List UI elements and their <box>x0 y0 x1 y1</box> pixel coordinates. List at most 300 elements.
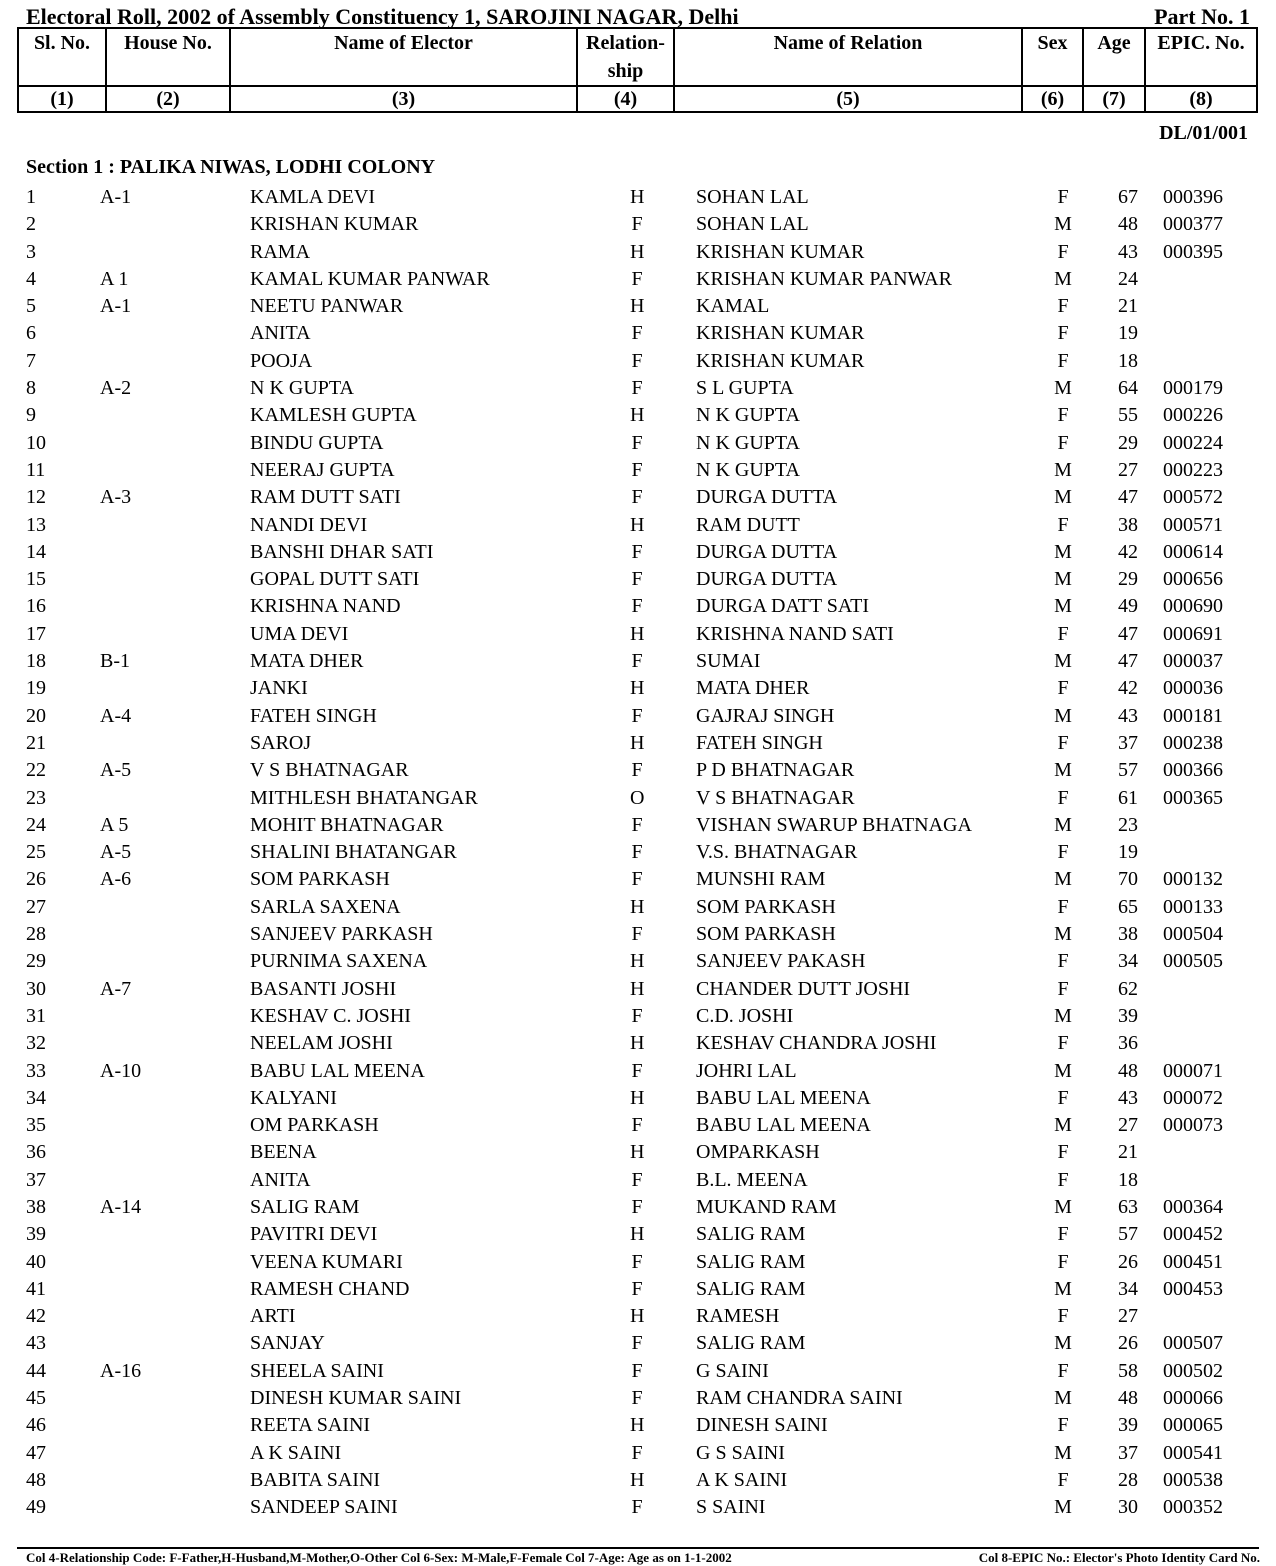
epic-number: 000072 <box>1163 1086 1223 1109</box>
table-row <box>0 1249 1276 1276</box>
epic-number: 000366 <box>1163 759 1223 782</box>
epic-number: 000073 <box>1163 1114 1223 1137</box>
serial-number: 5 <box>26 295 36 318</box>
elector-name: KRISHNA NAND <box>250 595 401 618</box>
relationship-code: H <box>630 622 645 645</box>
sex-code: M <box>1054 923 1072 946</box>
epic-number: 000226 <box>1163 404 1223 427</box>
epic-number: 000224 <box>1163 431 1223 454</box>
sex-code: F <box>1057 1305 1069 1328</box>
serial-number: 44 <box>26 1359 46 1382</box>
relationship-code: F <box>631 759 643 782</box>
serial-number: 37 <box>26 1168 46 1191</box>
sex-code: M <box>1054 1195 1072 1218</box>
serial-number: 49 <box>26 1496 46 1519</box>
sex-code: M <box>1054 1387 1072 1410</box>
relation-name: C.D. JOSHI <box>696 1004 794 1027</box>
age: 19 <box>1118 841 1138 864</box>
serial-number: 45 <box>26 1387 46 1410</box>
serial-number: 2 <box>26 213 36 236</box>
table-row <box>0 675 1276 702</box>
serial-number: 46 <box>26 1414 46 1437</box>
serial-number: 8 <box>26 377 36 400</box>
table-row <box>0 1330 1276 1357</box>
part-number: Part No. 1 <box>1154 4 1250 29</box>
table-row <box>0 976 1276 1003</box>
relationship-code: F <box>631 1004 643 1027</box>
elector-name: NEERAJ GUPTA <box>250 458 395 481</box>
serial-number: 33 <box>26 1059 46 1082</box>
elector-name: UMA DEVI <box>250 622 349 645</box>
sex-code: M <box>1054 1114 1072 1137</box>
col-header-house: House No. <box>106 28 230 86</box>
relationship-code: F <box>631 704 643 727</box>
document-title: Electoral Roll, 2002 of Assembly Constituency 1, SAROJINI NAGAR, Delhi <box>26 4 739 29</box>
serial-number: 12 <box>26 486 46 509</box>
house-number: A-6 <box>100 868 132 891</box>
sex-code: F <box>1057 841 1069 864</box>
relation-name: V S BHATNAGAR <box>696 786 855 809</box>
table-row <box>0 1303 1276 1330</box>
elector-name: JANKI <box>250 677 308 700</box>
table-row <box>0 757 1276 784</box>
relation-name: SALIG RAM <box>696 1223 806 1246</box>
epic-number: 000453 <box>1163 1277 1223 1300</box>
footer-divider <box>17 1547 1259 1549</box>
relation-name: MUKAND RAM <box>696 1195 837 1218</box>
sex-code: M <box>1054 813 1072 836</box>
age: 70 <box>1118 868 1138 891</box>
sex-code: M <box>1054 267 1072 290</box>
age: 34 <box>1118 1277 1138 1300</box>
table-row <box>0 430 1276 457</box>
relationship-code: F <box>631 1441 643 1464</box>
table-row <box>0 1385 1276 1412</box>
relation-name: KRISHAN KUMAR <box>696 240 865 263</box>
age: 43 <box>1118 704 1138 727</box>
serial-number: 23 <box>26 786 46 809</box>
elector-name: N K GUPTA <box>250 377 354 400</box>
sex-code: M <box>1054 458 1072 481</box>
serial-number: 39 <box>26 1223 46 1246</box>
age: 57 <box>1118 759 1138 782</box>
age: 43 <box>1118 240 1138 263</box>
serial-number: 24 <box>26 813 46 836</box>
col-num-1: (1) <box>18 86 106 112</box>
relationship-code: F <box>631 813 643 836</box>
table-row <box>0 1194 1276 1221</box>
serial-number: 1 <box>26 186 36 208</box>
age: 58 <box>1118 1359 1138 1382</box>
house-number: A-16 <box>100 1359 142 1382</box>
epic-number: 000364 <box>1163 1195 1223 1218</box>
elector-name: KALYANI <box>250 1086 337 1109</box>
relation-name: SOHAN LAL <box>696 213 809 236</box>
house-number: A-14 <box>100 1195 142 1218</box>
relation-name: FATEH SINGH <box>696 731 823 754</box>
epic-number: 000505 <box>1163 950 1223 973</box>
elector-name: BANSHI DHAR SATI <box>250 540 434 563</box>
col-header-relationship: Relation-ship <box>577 28 674 86</box>
serial-number: 25 <box>26 841 46 864</box>
serial-number: 14 <box>26 540 46 563</box>
relation-name: MATA DHER <box>696 677 810 700</box>
sex-code: F <box>1057 895 1069 918</box>
sex-code: M <box>1054 486 1072 509</box>
relation-name: N K GUPTA <box>696 458 800 481</box>
relation-name: GAJRAJ SINGH <box>696 704 835 727</box>
col-num-3: (3) <box>230 86 577 112</box>
relationship-code: F <box>631 267 643 290</box>
relation-name: S SAINI <box>696 1496 766 1519</box>
epic-number: 000452 <box>1163 1223 1223 1246</box>
relationship-code: H <box>630 1141 645 1164</box>
elector-name: V S BHATNAGAR <box>250 759 409 782</box>
sex-code: M <box>1054 1059 1072 1082</box>
elector-name: SANJEEV PARKASH <box>250 923 433 946</box>
table-row <box>0 375 1276 402</box>
epic-number: 000223 <box>1163 458 1223 481</box>
relationship-code: F <box>631 1059 643 1082</box>
sex-code: M <box>1054 595 1072 618</box>
table-row <box>0 320 1276 347</box>
relation-name: N K GUPTA <box>696 404 800 427</box>
epic-number: 000451 <box>1163 1250 1223 1273</box>
epic-number: 000365 <box>1163 786 1223 809</box>
sex-code: M <box>1054 568 1072 591</box>
elector-name: SARLA SAXENA <box>250 895 401 918</box>
relationship-code: F <box>631 1332 643 1355</box>
sex-code: F <box>1057 240 1069 263</box>
serial-number: 47 <box>26 1441 46 1464</box>
table-row <box>0 621 1276 648</box>
col-num-7: (7) <box>1083 86 1145 112</box>
elector-name: KRISHAN KUMAR <box>250 213 419 236</box>
relation-name: CHANDER DUTT JOSHI <box>696 977 911 1000</box>
sex-code: F <box>1057 677 1069 700</box>
elector-name: BABU LAL MEENA <box>250 1059 425 1082</box>
relation-name: SUMAI <box>696 650 761 673</box>
relationship-code: H <box>630 1032 645 1055</box>
serial-number: 32 <box>26 1032 46 1055</box>
relation-name: DURGA DUTTA <box>696 568 838 591</box>
epic-number: 000181 <box>1163 704 1223 727</box>
elector-name: MOHIT BHATNAGAR <box>250 813 444 836</box>
sex-code: F <box>1057 513 1069 536</box>
table-row <box>0 211 1276 238</box>
relation-name: RAM DUTT <box>696 513 800 536</box>
serial-number: 22 <box>26 759 46 782</box>
sex-code: F <box>1057 295 1069 318</box>
elector-name: KAMLA DEVI <box>250 186 375 208</box>
age: 18 <box>1118 1168 1138 1191</box>
relation-name: A K SAINI <box>696 1468 788 1491</box>
age: 47 <box>1118 486 1138 509</box>
relation-name: G SAINI <box>696 1359 769 1382</box>
sex-code: F <box>1057 1086 1069 1109</box>
age: 26 <box>1118 1332 1138 1355</box>
relationship-code: F <box>631 1195 643 1218</box>
sex-code: M <box>1054 650 1072 673</box>
epic-number: 000538 <box>1163 1468 1223 1491</box>
sex-code: F <box>1057 431 1069 454</box>
relation-name: N K GUPTA <box>696 431 800 454</box>
age: 61 <box>1118 786 1138 809</box>
relation-name: SOM PARKASH <box>696 895 836 918</box>
age: 21 <box>1118 1141 1138 1164</box>
relationship-code: H <box>630 895 645 918</box>
serial-number: 40 <box>26 1250 46 1273</box>
sex-code: M <box>1054 868 1072 891</box>
relationship-code: F <box>631 377 643 400</box>
sex-code: F <box>1057 1141 1069 1164</box>
col-header-sex: Sex <box>1022 28 1083 86</box>
footer-legend: Col 4-Relationship Code: F-Father,H-Husband,M-Mother,O-Other Col 6-Sex: M-Male,F-Female Col 7-Age: Age as on 1-1-2002 <box>26 1550 732 1565</box>
elector-name: KESHAV C. JOSHI <box>250 1004 411 1027</box>
relationship-code: F <box>631 1168 643 1191</box>
epic-number: 000065 <box>1163 1414 1223 1437</box>
epic-number: 000132 <box>1163 868 1223 891</box>
elector-name: ANITA <box>250 322 311 345</box>
age: 18 <box>1118 349 1138 372</box>
relationship-code: F <box>631 1114 643 1137</box>
relationship-code: O <box>630 786 645 809</box>
age: 27 <box>1118 1114 1138 1137</box>
age: 67 <box>1118 186 1138 208</box>
elector-name: NANDI DEVI <box>250 513 368 536</box>
sex-code: F <box>1057 977 1069 1000</box>
relationship-code: F <box>631 868 643 891</box>
age: 47 <box>1118 650 1138 673</box>
relation-name: SALIG RAM <box>696 1250 806 1273</box>
relationship-code: F <box>631 213 643 236</box>
age: 29 <box>1118 431 1138 454</box>
age: 38 <box>1118 513 1138 536</box>
serial-number: 18 <box>26 650 46 673</box>
relation-name: SALIG RAM <box>696 1332 806 1355</box>
serial-number: 20 <box>26 704 46 727</box>
epic-number: 000066 <box>1163 1387 1223 1410</box>
table-row <box>0 839 1276 866</box>
epic-number: 000352 <box>1163 1496 1223 1519</box>
sex-code: F <box>1057 1359 1069 1382</box>
footer-epic-note: Col 8-EPIC No.: Elector's Photo Identity Card No. <box>978 1550 1260 1565</box>
elector-name: A K SAINI <box>250 1441 342 1464</box>
age: 64 <box>1118 377 1138 400</box>
serial-number: 35 <box>26 1114 46 1137</box>
relation-name: KESHAV CHANDRA JOSHI <box>696 1032 937 1055</box>
epic-number: 000571 <box>1163 513 1223 536</box>
relation-name: RAMESH <box>696 1305 780 1328</box>
sex-code: M <box>1054 213 1072 236</box>
age: 62 <box>1118 977 1138 1000</box>
relationship-code: F <box>631 1359 643 1382</box>
elector-name: POOJA <box>250 349 313 372</box>
sex-code: M <box>1054 1441 1072 1464</box>
elector-name: REETA SAINI <box>250 1414 371 1437</box>
age: 63 <box>1118 1195 1138 1218</box>
age: 39 <box>1118 1004 1138 1027</box>
sex-code: F <box>1057 731 1069 754</box>
house-number: A-1 <box>100 295 132 318</box>
elector-list <box>0 184 1276 1522</box>
relation-name: G S SAINI <box>696 1441 785 1464</box>
relationship-code: F <box>631 923 643 946</box>
sex-code: F <box>1057 186 1069 208</box>
serial-number: 26 <box>26 868 46 891</box>
house-number: A-7 <box>100 977 132 1000</box>
age: 19 <box>1118 322 1138 345</box>
elector-name: ARTI <box>250 1305 296 1328</box>
age: 43 <box>1118 1086 1138 1109</box>
relation-name: KRISHAN KUMAR <box>696 349 865 372</box>
table-row <box>0 1276 1276 1303</box>
age: 47 <box>1118 622 1138 645</box>
relationship-code: F <box>631 650 643 673</box>
serial-number: 36 <box>26 1141 46 1164</box>
relationship-code: F <box>631 1496 643 1519</box>
elector-name: OM PARKASH <box>250 1114 379 1137</box>
relation-name: B.L. MEENA <box>696 1168 808 1191</box>
table-row <box>0 948 1276 975</box>
sex-code: F <box>1057 1168 1069 1191</box>
elector-name: MITHLESH BHATANGAR <box>250 786 478 809</box>
age: 23 <box>1118 813 1138 836</box>
table-row <box>0 866 1276 893</box>
sex-code: M <box>1054 704 1072 727</box>
relationship-code: H <box>630 1468 645 1491</box>
sex-code: F <box>1057 1250 1069 1273</box>
elector-name: DINESH KUMAR SAINI <box>250 1387 462 1410</box>
epic-number: 000071 <box>1163 1059 1223 1082</box>
age: 49 <box>1118 595 1138 618</box>
elector-name: SALIG RAM <box>250 1195 360 1218</box>
table-row <box>0 1112 1276 1139</box>
sex-code: F <box>1057 622 1069 645</box>
elector-name: VEENA KUMARI <box>250 1250 403 1273</box>
age: 38 <box>1118 923 1138 946</box>
relationship-code: F <box>631 568 643 591</box>
elector-name: MATA DHER <box>250 650 364 673</box>
table-row <box>0 266 1276 293</box>
relation-name: V.S. BHATNAGAR <box>696 841 858 864</box>
relationship-code: F <box>631 540 643 563</box>
col-header-name: Name of Elector <box>230 28 577 86</box>
house-number: A-5 <box>100 759 132 782</box>
serial-number: 28 <box>26 923 46 946</box>
house-number: B-1 <box>100 650 130 673</box>
epic-number: 000395 <box>1163 240 1223 263</box>
table-row <box>0 1058 1276 1085</box>
elector-name: SHEELA SAINI <box>250 1359 384 1382</box>
sex-code: F <box>1057 404 1069 427</box>
relation-name: DINESH SAINI <box>696 1414 828 1437</box>
table-row <box>0 1412 1276 1439</box>
relationship-code: F <box>631 322 643 345</box>
table-row <box>0 812 1276 839</box>
relationship-code: H <box>630 1086 645 1109</box>
sex-code: M <box>1054 540 1072 563</box>
col-header-sl: Sl. No. <box>18 28 106 86</box>
house-number: A-5 <box>100 841 132 864</box>
table-row <box>0 921 1276 948</box>
relationship-code: H <box>630 1305 645 1328</box>
relationship-code: F <box>631 841 643 864</box>
relation-name: KRISHAN KUMAR <box>696 322 865 345</box>
section-heading: Section 1 : PALIKA NIWAS, LODHI COLONY <box>26 156 436 178</box>
relationship-code: H <box>630 404 645 427</box>
relation-name: KRISHAN KUMAR PANWAR <box>696 267 952 290</box>
epic-number: 000691 <box>1163 622 1223 645</box>
table-row <box>0 785 1276 812</box>
serial-number: 17 <box>26 622 46 645</box>
sex-code: M <box>1054 1332 1072 1355</box>
serial-number: 29 <box>26 950 46 973</box>
col-num-4: (4) <box>577 86 674 112</box>
sex-code: F <box>1057 950 1069 973</box>
relation-name: DURGA DUTTA <box>696 540 838 563</box>
col-num-5: (5) <box>674 86 1022 112</box>
age: 27 <box>1118 1305 1138 1328</box>
elector-name: SHALINI BHATANGAR <box>250 841 457 864</box>
serial-number: 3 <box>26 240 36 263</box>
relationship-code: H <box>630 977 645 1000</box>
relationship-code: F <box>631 595 643 618</box>
serial-number: 19 <box>26 677 46 700</box>
elector-name: ANITA <box>250 1168 311 1191</box>
serial-number: 34 <box>26 1086 46 1109</box>
sex-code: F <box>1057 349 1069 372</box>
epic-number: 000614 <box>1163 540 1223 563</box>
house-number: A-10 <box>100 1059 142 1082</box>
house-number: A-4 <box>100 704 132 727</box>
relation-name: SOM PARKASH <box>696 923 836 946</box>
relation-name: BABU LAL MEENA <box>696 1086 871 1109</box>
age: 55 <box>1118 404 1138 427</box>
relationship-code: F <box>631 486 643 509</box>
elector-name: BASANTI JOSHI <box>250 977 397 1000</box>
relation-name: MUNSHI RAM <box>696 868 826 891</box>
relation-name: SOHAN LAL <box>696 186 809 208</box>
age: 26 <box>1118 1250 1138 1273</box>
age: 21 <box>1118 295 1138 318</box>
elector-name: SAROJ <box>250 731 312 754</box>
table-row <box>0 1494 1276 1521</box>
relationship-code: F <box>631 431 643 454</box>
age: 24 <box>1118 267 1138 290</box>
epic-number: 000179 <box>1163 377 1223 400</box>
sex-code: M <box>1054 1496 1072 1519</box>
elector-name: FATEH SINGH <box>250 704 377 727</box>
elector-name: KAMAL KUMAR PANWAR <box>250 267 490 290</box>
col-num-8: (8) <box>1145 86 1257 112</box>
elector-name: BABITA SAINI <box>250 1468 381 1491</box>
age: 28 <box>1118 1468 1138 1491</box>
elector-name: BINDU GUPTA <box>250 431 384 454</box>
column-header-table <box>17 27 1258 113</box>
house-number: A 5 <box>100 813 129 836</box>
epic-number: 000036 <box>1163 677 1223 700</box>
serial-number: 9 <box>26 404 36 427</box>
sex-code: F <box>1057 1032 1069 1055</box>
serial-number: 27 <box>26 895 46 918</box>
sex-code: M <box>1054 377 1072 400</box>
epic-number: 000507 <box>1163 1332 1223 1355</box>
relation-name: RAM CHANDRA SAINI <box>696 1387 903 1410</box>
table-row <box>0 512 1276 539</box>
serial-number: 10 <box>26 431 46 454</box>
col-num-2: (2) <box>106 86 230 112</box>
